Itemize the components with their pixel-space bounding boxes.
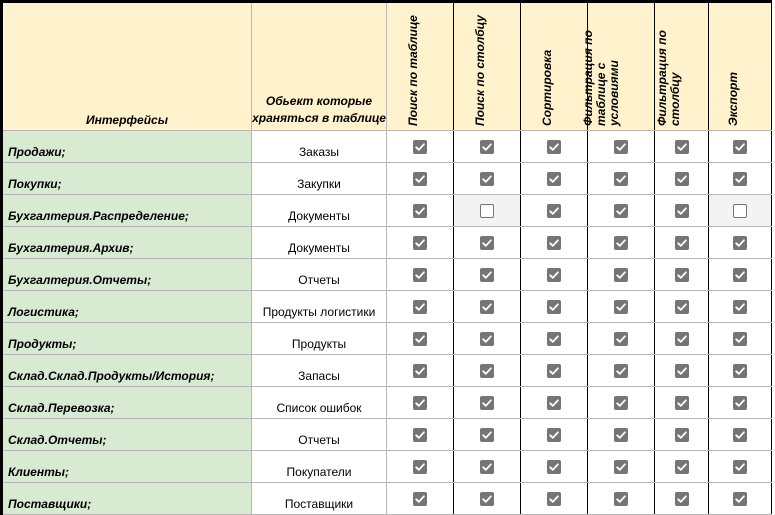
checkbox-cell	[655, 227, 709, 259]
checkbox-cell	[454, 291, 521, 323]
checkbox-checked[interactable]	[413, 268, 427, 282]
table-row	[2, 387, 772, 419]
table-row	[2, 163, 772, 195]
checkbox-checked[interactable]	[413, 140, 427, 154]
checkmark-icon	[676, 333, 688, 345]
checkbox-cell	[387, 227, 454, 259]
header-feature[interactable]	[454, 2, 521, 131]
header-feature[interactable]	[387, 2, 454, 131]
checkmark-icon	[615, 333, 627, 345]
checkbox-cell	[521, 387, 588, 419]
checkbox-cell	[387, 195, 454, 227]
header-feature-label: Фильтрация по таблице с условиями	[581, 30, 621, 126]
checkmark-icon	[734, 269, 746, 281]
table-row	[2, 451, 772, 483]
header-feature-label: Поиск по столбцу	[473, 15, 487, 126]
header-row	[2, 2, 772, 131]
checkbox-cell	[454, 195, 521, 227]
checkbox-checked[interactable]	[614, 492, 628, 506]
checkmark-icon	[734, 365, 746, 377]
interface-cell[interactable]: Продажи;	[2, 131, 252, 163]
checkbox-cell	[655, 195, 709, 227]
checkmark-icon	[548, 141, 560, 153]
checkmark-icon	[548, 269, 560, 281]
object-cell[interactable]: Покупатели	[252, 451, 387, 483]
checkbox-cell	[521, 131, 588, 163]
object-cell[interactable]: Поставщики	[252, 483, 387, 515]
checkbox-cell	[588, 387, 655, 419]
checkmark-icon	[414, 173, 426, 185]
checkbox-cell	[709, 451, 772, 483]
checkbox-checked[interactable]	[675, 396, 689, 410]
checkbox-cell	[521, 323, 588, 355]
checkbox-cell	[655, 387, 709, 419]
checkbox-cell	[454, 323, 521, 355]
checkbox-checked[interactable]	[733, 364, 747, 378]
checkmark-icon	[414, 461, 426, 473]
checkbox-checked[interactable]	[480, 428, 494, 442]
checkmark-icon	[548, 429, 560, 441]
checkbox-cell	[588, 195, 655, 227]
checkbox-cell	[655, 323, 709, 355]
checkmark-icon	[481, 493, 493, 505]
checkbox-checked[interactable]	[480, 460, 494, 474]
checkbox-checked[interactable]	[614, 428, 628, 442]
checkbox-cell	[709, 483, 772, 515]
checkbox-checked[interactable]	[413, 332, 427, 346]
interface-cell[interactable]: Склад.Отчеты;	[2, 419, 252, 451]
interface-cell[interactable]: Клиенты;	[2, 451, 252, 483]
checkbox-cell	[588, 259, 655, 291]
interface-cell[interactable]: Склад.Склад.Продукты/История;	[2, 355, 252, 387]
checkbox-checked[interactable]	[733, 140, 747, 154]
interface-cell[interactable]: Склад.Перевозка;	[2, 387, 252, 419]
object-cell[interactable]: Документы	[252, 195, 387, 227]
checkbox-checked[interactable]	[614, 364, 628, 378]
checkbox-checked[interactable]	[675, 364, 689, 378]
checkmark-icon	[676, 237, 688, 249]
checkmark-icon	[481, 461, 493, 473]
checkmark-icon	[548, 173, 560, 185]
checkmark-icon	[615, 237, 627, 249]
checkmark-icon	[414, 205, 426, 217]
checkbox-cell	[709, 163, 772, 195]
checkmark-icon	[615, 397, 627, 409]
interface-cell[interactable]: Бухгалтерия.Отчеты;	[2, 259, 252, 291]
checkbox-checked[interactable]	[547, 428, 561, 442]
checkmark-icon	[615, 269, 627, 281]
checkbox-cell	[655, 291, 709, 323]
checkbox-cell	[521, 355, 588, 387]
header-feature[interactable]	[709, 2, 772, 131]
header-feature-label: Экспорт	[726, 71, 740, 126]
checkbox-checked[interactable]	[675, 204, 689, 218]
interface-cell[interactable]: Бухгалтерия.Распределение;	[2, 195, 252, 227]
checkbox-checked[interactable]	[733, 236, 747, 250]
checkbox-checked[interactable]	[413, 204, 427, 218]
checkmark-icon	[676, 493, 688, 505]
checkbox-cell	[588, 483, 655, 515]
object-cell[interactable]: Продукты	[252, 323, 387, 355]
checkbox-cell	[588, 163, 655, 195]
checkbox-cell	[709, 131, 772, 163]
interface-cell[interactable]: Покупки;	[2, 163, 252, 195]
checkbox-cell	[454, 451, 521, 483]
checkbox-cell	[387, 163, 454, 195]
checkbox-checked[interactable]	[675, 460, 689, 474]
header-interfaces[interactable]: Интерфейсы	[2, 2, 252, 131]
checkbox-checked[interactable]	[547, 236, 561, 250]
checkbox-checked[interactable]	[733, 460, 747, 474]
checkbox-checked[interactable]	[413, 364, 427, 378]
checkmark-icon	[615, 173, 627, 185]
object-cell[interactable]: Продукты логистики	[252, 291, 387, 323]
header-feature[interactable]	[581, 2, 655, 131]
checkbox-cell	[655, 355, 709, 387]
checkmark-icon	[615, 365, 627, 377]
checkbox-cell	[454, 355, 521, 387]
checkmark-icon	[481, 141, 493, 153]
checkbox-checked[interactable]	[480, 396, 494, 410]
checkbox-cell	[521, 195, 588, 227]
checkbox-cell	[655, 451, 709, 483]
checkmark-icon	[676, 141, 688, 153]
checkmark-icon	[548, 333, 560, 345]
checkmark-icon	[481, 301, 493, 313]
table-body	[2, 131, 772, 515]
checkbox-checked[interactable]	[480, 140, 494, 154]
table-row	[2, 355, 772, 387]
checkbox-cell	[588, 131, 655, 163]
checkmark-icon	[734, 173, 746, 185]
checkbox-checked[interactable]	[547, 492, 561, 506]
checkbox-checked[interactable]	[614, 396, 628, 410]
header-feature-label: Поиск по таблице	[406, 15, 420, 126]
checkmark-icon	[615, 301, 627, 313]
checkbox-checked[interactable]	[733, 172, 747, 186]
checkbox-checked[interactable]	[733, 492, 747, 506]
checkmark-icon	[481, 237, 493, 249]
checkmark-icon	[414, 365, 426, 377]
checkbox-cell	[454, 483, 521, 515]
checkbox-cell	[387, 355, 454, 387]
checkmark-icon	[481, 429, 493, 441]
checkmark-icon	[548, 365, 560, 377]
checkbox-checked[interactable]	[413, 300, 427, 314]
checkbox-checked[interactable]	[614, 332, 628, 346]
checkbox-cell	[521, 291, 588, 323]
checkbox-checked[interactable]	[480, 332, 494, 346]
checkbox-cell	[387, 451, 454, 483]
checkmark-icon	[734, 429, 746, 441]
checkbox-checked[interactable]	[480, 364, 494, 378]
checkmark-icon	[615, 141, 627, 153]
checkbox-cell	[387, 291, 454, 323]
checkbox-cell	[655, 483, 709, 515]
checkbox-cell	[709, 355, 772, 387]
table-row	[2, 323, 772, 355]
checkbox-checked[interactable]	[547, 460, 561, 474]
checkbox-cell	[521, 227, 588, 259]
checkbox-checked[interactable]	[675, 428, 689, 442]
checkbox-checked[interactable]	[413, 492, 427, 506]
table-row	[2, 131, 772, 163]
checkbox-checked[interactable]	[480, 236, 494, 250]
checkmark-icon	[414, 237, 426, 249]
checkbox-checked[interactable]	[733, 396, 747, 410]
checkbox-checked[interactable]	[614, 460, 628, 474]
checkmark-icon	[615, 205, 627, 217]
table-row	[2, 483, 772, 515]
object-cell[interactable]: Отчеты	[252, 259, 387, 291]
checkbox-checked[interactable]	[547, 332, 561, 346]
checkmark-icon	[481, 397, 493, 409]
checkbox-cell	[454, 387, 521, 419]
checkbox-checked[interactable]	[614, 300, 628, 314]
checkmark-icon	[548, 205, 560, 217]
checkbox-checked[interactable]	[547, 204, 561, 218]
header-feature[interactable]	[521, 2, 588, 131]
checkbox-checked[interactable]	[413, 396, 427, 410]
checkbox-checked[interactable]	[547, 300, 561, 314]
checkbox-cell	[588, 227, 655, 259]
checkbox-cell	[709, 323, 772, 355]
checkmark-icon	[548, 461, 560, 473]
checkmark-icon	[676, 397, 688, 409]
table-row	[2, 227, 772, 259]
checkbox-checked[interactable]	[614, 236, 628, 250]
checkbox-checked[interactable]	[480, 268, 494, 282]
table-row	[2, 419, 772, 451]
checkbox-checked[interactable]	[413, 428, 427, 442]
checkmark-icon	[414, 141, 426, 153]
checkbox-checked[interactable]	[614, 172, 628, 186]
checkmark-icon	[676, 173, 688, 185]
checkbox-checked[interactable]	[547, 396, 561, 410]
checkbox-checked[interactable]	[480, 172, 494, 186]
checkbox-cell	[387, 259, 454, 291]
checkbox-unchecked[interactable]	[480, 204, 494, 218]
checkbox-cell	[588, 323, 655, 355]
checkbox-checked[interactable]	[413, 172, 427, 186]
checkmark-icon	[481, 365, 493, 377]
checkbox-cell	[521, 259, 588, 291]
checkbox-cell	[454, 259, 521, 291]
checkbox-cell	[655, 163, 709, 195]
checkbox-checked[interactable]	[675, 172, 689, 186]
checkbox-cell	[521, 163, 588, 195]
checkmark-icon	[548, 397, 560, 409]
checkmark-icon	[414, 429, 426, 441]
checkmark-icon	[615, 461, 627, 473]
checkmark-icon	[548, 237, 560, 249]
checkmark-icon	[676, 429, 688, 441]
checkbox-cell	[588, 451, 655, 483]
checkbox-cell	[655, 131, 709, 163]
interface-cell[interactable]: Продукты;	[2, 323, 252, 355]
checkbox-checked[interactable]	[733, 428, 747, 442]
checkbox-checked[interactable]	[733, 332, 747, 346]
checkmark-icon	[676, 301, 688, 313]
checkmark-icon	[734, 397, 746, 409]
object-cell[interactable]: Документы	[252, 227, 387, 259]
checkmark-icon	[414, 333, 426, 345]
checkmark-icon	[414, 397, 426, 409]
checkmark-icon	[548, 493, 560, 505]
checkbox-cell	[588, 355, 655, 387]
checkbox-checked[interactable]	[480, 300, 494, 314]
checkmark-icon	[615, 429, 627, 441]
table-row	[2, 291, 772, 323]
checkbox-cell	[655, 419, 709, 451]
checkbox-checked[interactable]	[547, 364, 561, 378]
object-cell[interactable]: Отчеты	[252, 419, 387, 451]
checkbox-cell	[588, 419, 655, 451]
checkbox-checked[interactable]	[614, 204, 628, 218]
checkbox-checked[interactable]	[675, 492, 689, 506]
checkbox-cell	[709, 259, 772, 291]
checkbox-cell	[709, 227, 772, 259]
checkmark-icon	[414, 269, 426, 281]
checkbox-checked[interactable]	[675, 300, 689, 314]
checkbox-cell	[387, 131, 454, 163]
checkmark-icon	[676, 365, 688, 377]
table-row	[2, 195, 772, 227]
checkbox-cell	[387, 387, 454, 419]
checkbox-cell	[521, 419, 588, 451]
object-cell[interactable]: Закупки	[252, 163, 387, 195]
checkbox-cell	[454, 419, 521, 451]
checkbox-unchecked[interactable]	[733, 204, 747, 218]
checkbox-checked[interactable]	[675, 268, 689, 282]
interface-cell[interactable]: Поставщики;	[2, 483, 252, 515]
header-feature-label: Фильтрация по столбцу	[654, 30, 682, 126]
interface-cell[interactable]: Бухгалтерия.Архив;	[2, 227, 252, 259]
checkmark-icon	[481, 269, 493, 281]
checkbox-cell	[709, 291, 772, 323]
checkmark-icon	[676, 205, 688, 217]
header-feature-label: Сортировка	[540, 49, 554, 126]
checkbox-checked[interactable]	[614, 140, 628, 154]
checkbox-checked[interactable]	[480, 492, 494, 506]
checkmark-icon	[676, 269, 688, 281]
checkbox-checked[interactable]	[614, 268, 628, 282]
checkbox-cell	[521, 483, 588, 515]
checkbox-checked[interactable]	[675, 236, 689, 250]
checkbox-checked[interactable]	[675, 332, 689, 346]
checkbox-cell	[387, 483, 454, 515]
checkbox-cell	[655, 259, 709, 291]
checkmark-icon	[734, 237, 746, 249]
checkmark-icon	[734, 461, 746, 473]
checkmark-icon	[615, 493, 627, 505]
table-row	[2, 259, 772, 291]
checkmark-icon	[734, 301, 746, 313]
header-objects[interactable]: Обьект которые храняться в таблице	[252, 2, 387, 131]
checkbox-checked[interactable]	[733, 300, 747, 314]
checkmark-icon	[548, 301, 560, 313]
checkbox-cell	[521, 451, 588, 483]
checkbox-checked[interactable]	[733, 268, 747, 282]
checkmark-icon	[414, 301, 426, 313]
checkbox-checked[interactable]	[675, 140, 689, 154]
checkmark-icon	[481, 173, 493, 185]
checkbox-cell	[588, 291, 655, 323]
checkmark-icon	[734, 493, 746, 505]
checkbox-cell	[387, 323, 454, 355]
checkmark-icon	[414, 493, 426, 505]
checkbox-cell	[709, 419, 772, 451]
object-cell[interactable]: Заказы	[252, 131, 387, 163]
object-cell[interactable]: Запасы	[252, 355, 387, 387]
checkbox-cell	[709, 387, 772, 419]
object-cell[interactable]: Список ошибок	[252, 387, 387, 419]
checkbox-cell	[454, 163, 521, 195]
checkbox-cell	[454, 227, 521, 259]
checkbox-checked[interactable]	[547, 172, 561, 186]
interface-cell[interactable]: Логистика;	[2, 291, 252, 323]
checkmark-icon	[734, 141, 746, 153]
checkbox-cell	[709, 195, 772, 227]
checkmark-icon	[481, 333, 493, 345]
checkmark-icon	[734, 333, 746, 345]
header-feature[interactable]	[655, 2, 709, 131]
checkbox-cell	[387, 419, 454, 451]
checkbox-checked[interactable]	[413, 460, 427, 474]
checkbox-cell	[454, 131, 521, 163]
checkmark-icon	[676, 461, 688, 473]
checkbox-checked[interactable]	[413, 236, 427, 250]
checkbox-checked[interactable]	[547, 140, 561, 154]
checkbox-checked[interactable]	[547, 268, 561, 282]
